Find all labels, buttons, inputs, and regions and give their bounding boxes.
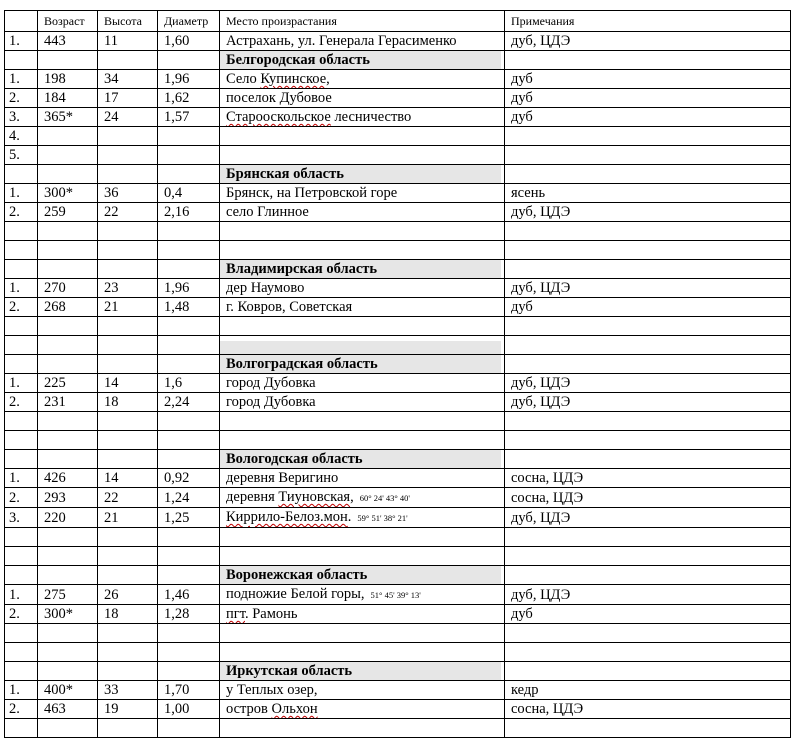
age-cell: [38, 146, 98, 165]
age-cell: 225: [38, 374, 98, 393]
age-cell: [38, 412, 98, 431]
age-cell: [38, 528, 98, 547]
notes-cell: сосна, ЦДЭ: [505, 488, 791, 508]
notes-cell: сосна, ЦДЭ: [505, 700, 791, 719]
num-cell: [5, 566, 38, 585]
place-cell: [220, 374, 505, 393]
diameter-cell: [158, 643, 220, 662]
notes-cell: дуб: [505, 108, 791, 127]
height-cell: 21: [98, 298, 158, 317]
notes-cell: [505, 51, 791, 70]
row-number: 3.: [5, 508, 38, 528]
header-notes: Примечания: [505, 11, 791, 32]
age-cell: [38, 624, 98, 643]
shading-band: [220, 341, 501, 354]
age-cell: [38, 241, 98, 260]
diameter-cell: 0,92: [158, 469, 220, 488]
notes-cell: ясень: [505, 184, 791, 203]
notes-cell: [505, 241, 791, 260]
notes-cell: [505, 317, 791, 336]
height-cell: [98, 241, 158, 260]
diameter-cell: [158, 412, 220, 431]
place-cell: [220, 624, 505, 643]
height-cell: 26: [98, 585, 158, 605]
blank-row: [5, 431, 791, 450]
diameter-cell: [158, 241, 220, 260]
blank-row: [5, 528, 791, 547]
row-number: 2.: [5, 203, 38, 222]
place-text: г. Ковров, Советская: [226, 299, 353, 315]
height-cell: 11: [98, 32, 158, 51]
trees-table: [4, 10, 791, 738]
age-cell: 275: [38, 585, 98, 605]
row-number: 2.: [5, 89, 38, 108]
diameter-cell: [158, 51, 220, 70]
row-number: 1.: [5, 585, 38, 605]
num-cell: [5, 165, 38, 184]
notes-cell: дуб: [505, 605, 791, 624]
age-cell: [38, 336, 98, 355]
height-cell: [98, 51, 158, 70]
place-text: остров Ольхон: [226, 701, 318, 717]
num-cell: [5, 643, 38, 662]
place-cell: [220, 547, 505, 566]
num-cell: [5, 336, 38, 355]
diameter-cell: [158, 127, 220, 146]
place-text: город Дубовка: [226, 394, 316, 410]
place-cell: [220, 528, 505, 547]
height-cell: [98, 450, 158, 469]
diameter-cell: 1,57: [158, 108, 220, 127]
place-cell: [220, 203, 505, 222]
region-title: Иркутская область: [220, 662, 501, 680]
row-number: 2.: [5, 298, 38, 317]
table-row: [5, 469, 791, 488]
notes-cell: дуб: [505, 298, 791, 317]
diameter-cell: [158, 260, 220, 279]
place-text: Брянск, на Петровской горе: [226, 185, 398, 201]
row-number: 1.: [5, 681, 38, 700]
age-cell: [38, 51, 98, 70]
table-row: [5, 298, 791, 317]
age-cell: 300*: [38, 605, 98, 624]
notes-cell: [505, 127, 791, 146]
table-row: [5, 488, 791, 508]
height-cell: 22: [98, 488, 158, 508]
row-number: 1.: [5, 279, 38, 298]
table-row: [5, 108, 791, 127]
blank-row: [5, 719, 791, 738]
diameter-cell: [158, 355, 220, 374]
notes-cell: дуб, ЦДЭ: [505, 32, 791, 51]
table-row: [5, 184, 791, 203]
notes-cell: [505, 450, 791, 469]
region-title: Брянская область: [220, 165, 501, 183]
diameter-cell: 1,62: [158, 89, 220, 108]
place-text: деревня Тиуновская,: [226, 489, 354, 505]
age-cell: [38, 317, 98, 336]
region-row: [5, 662, 791, 681]
region-row: [5, 566, 791, 585]
num-cell: [5, 450, 38, 469]
place-cell: [220, 605, 505, 624]
diameter-cell: [158, 222, 220, 241]
blank-row: [5, 241, 791, 260]
age-cell: [38, 719, 98, 738]
place-text: дер Наумово: [226, 280, 305, 296]
notes-cell: дуб: [505, 70, 791, 89]
notes-cell: дуб, ЦДЭ: [505, 585, 791, 605]
age-cell: 259: [38, 203, 98, 222]
height-cell: [98, 547, 158, 566]
blank-row: [5, 624, 791, 643]
notes-cell: [505, 260, 791, 279]
notes-cell: [505, 719, 791, 738]
table-row: [5, 585, 791, 605]
region-row: [5, 355, 791, 374]
age-cell: 231: [38, 393, 98, 412]
region-place-cell: [220, 51, 505, 70]
place-cell: [220, 298, 505, 317]
table-row: [5, 203, 791, 222]
region-title: Волгоградская область: [220, 355, 501, 373]
row-number: 1.: [5, 374, 38, 393]
height-cell: 17: [98, 89, 158, 108]
diameter-cell: 1,46: [158, 585, 220, 605]
place-cell: [220, 393, 505, 412]
place-cell: [220, 508, 505, 528]
region-title: Воронежская область: [220, 566, 501, 584]
region-place-cell: [220, 260, 505, 279]
age-cell: 198: [38, 70, 98, 89]
diameter-cell: 1,24: [158, 488, 220, 508]
diameter-cell: 1,00: [158, 700, 220, 719]
notes-cell: [505, 528, 791, 547]
region-title: Вологодская область: [220, 450, 501, 468]
age-cell: [38, 222, 98, 241]
place-cell: [220, 643, 505, 662]
age-cell: 463: [38, 700, 98, 719]
diameter-cell: 1,96: [158, 279, 220, 298]
num-cell: [5, 547, 38, 566]
region-row: [5, 51, 791, 70]
region-place-cell: [220, 662, 505, 681]
height-cell: 21: [98, 508, 158, 528]
place-cell: [220, 89, 505, 108]
height-cell: 34: [98, 70, 158, 89]
age-cell: 184: [38, 89, 98, 108]
height-cell: 33: [98, 681, 158, 700]
table-row: [5, 127, 791, 146]
coordinates: 59° 51' 38° 21': [357, 513, 408, 523]
num-cell: [5, 528, 38, 547]
place-cell: [220, 317, 505, 336]
num-cell: [5, 662, 38, 681]
num-cell: [5, 317, 38, 336]
notes-cell: дуб, ЦДЭ: [505, 508, 791, 528]
table-row: [5, 146, 791, 165]
blank-row: [5, 643, 791, 662]
height-cell: [98, 127, 158, 146]
row-number: 1.: [5, 32, 38, 51]
header-row: [5, 11, 791, 32]
num-cell: [5, 260, 38, 279]
notes-cell: [505, 624, 791, 643]
age-cell: [38, 165, 98, 184]
header-num: [5, 11, 38, 32]
num-cell: [5, 624, 38, 643]
place-cell: [220, 488, 505, 508]
diameter-cell: 1,96: [158, 70, 220, 89]
num-cell: [5, 719, 38, 738]
place-text: Село Купинское,: [226, 71, 330, 87]
place-text: село Глинное: [226, 204, 309, 220]
diameter-cell: 2,24: [158, 393, 220, 412]
height-cell: 23: [98, 279, 158, 298]
place-cell: [220, 222, 505, 241]
place-text: поселок Дубовое: [226, 90, 332, 106]
place-cell: [220, 70, 505, 89]
region-place-cell: [220, 450, 505, 469]
diameter-cell: [158, 547, 220, 566]
place-text: подножие Белой горы,: [226, 586, 365, 602]
diameter-cell: 1,6: [158, 374, 220, 393]
num-cell: [5, 355, 38, 374]
region-row: [5, 165, 791, 184]
height-cell: [98, 719, 158, 738]
age-cell: 400*: [38, 681, 98, 700]
notes-cell: [505, 547, 791, 566]
header-diameter: Диаметр: [158, 11, 220, 32]
height-cell: 14: [98, 469, 158, 488]
table-row: [5, 89, 791, 108]
age-cell: [38, 643, 98, 662]
place-cell: [220, 336, 505, 355]
diameter-cell: 1,70: [158, 681, 220, 700]
region-place-cell: [220, 355, 505, 374]
notes-cell: [505, 431, 791, 450]
notes-cell: [505, 336, 791, 355]
height-cell: [98, 260, 158, 279]
table-row: [5, 374, 791, 393]
age-cell: [38, 547, 98, 566]
age-cell: 270: [38, 279, 98, 298]
age-cell: 268: [38, 298, 98, 317]
age-cell: 300*: [38, 184, 98, 203]
row-number: 2.: [5, 700, 38, 719]
place-cell: [220, 241, 505, 260]
table-row: [5, 393, 791, 412]
blank-row: [5, 412, 791, 431]
height-cell: [98, 336, 158, 355]
row-number: 2.: [5, 605, 38, 624]
age-cell: 293: [38, 488, 98, 508]
notes-cell: [505, 146, 791, 165]
region-title: Белгородская область: [220, 51, 501, 69]
height-cell: [98, 528, 158, 547]
place-cell: [220, 469, 505, 488]
blank-row: [5, 336, 791, 355]
age-cell: [38, 450, 98, 469]
height-cell: 19: [98, 700, 158, 719]
table-row: [5, 279, 791, 298]
height-cell: [98, 566, 158, 585]
place-cell: [220, 279, 505, 298]
height-cell: 18: [98, 605, 158, 624]
notes-cell: дуб, ЦДЭ: [505, 279, 791, 298]
diameter-cell: [158, 317, 220, 336]
num-cell: [5, 412, 38, 431]
age-cell: 220: [38, 508, 98, 528]
diameter-cell: [158, 662, 220, 681]
header-age: Возраст: [38, 11, 98, 32]
place-cell: [220, 681, 505, 700]
height-cell: 22: [98, 203, 158, 222]
notes-cell: [505, 662, 791, 681]
region-place-cell: [220, 566, 505, 585]
notes-cell: дуб, ЦДЭ: [505, 393, 791, 412]
row-number: 1.: [5, 70, 38, 89]
row-number: 1.: [5, 469, 38, 488]
height-cell: [98, 624, 158, 643]
diameter-cell: 1,48: [158, 298, 220, 317]
notes-cell: [505, 566, 791, 585]
height-cell: 14: [98, 374, 158, 393]
height-cell: [98, 165, 158, 184]
height-cell: [98, 317, 158, 336]
place-cell: [220, 412, 505, 431]
height-cell: [98, 643, 158, 662]
diameter-cell: 1,60: [158, 32, 220, 51]
table-row: [5, 605, 791, 624]
region-place-cell: [220, 165, 505, 184]
age-cell: [38, 566, 98, 585]
row-number: 4.: [5, 127, 38, 146]
diameter-cell: [158, 450, 220, 469]
height-cell: [98, 412, 158, 431]
notes-cell: [505, 412, 791, 431]
height-cell: 36: [98, 184, 158, 203]
place-cell: [220, 719, 505, 738]
diameter-cell: [158, 566, 220, 585]
num-cell: [5, 51, 38, 70]
place-text: у Теплых озер,: [226, 682, 318, 698]
blank-row: [5, 222, 791, 241]
place-cell: [220, 146, 505, 165]
notes-cell: кедр: [505, 681, 791, 700]
num-cell: [5, 222, 38, 241]
table-row: [5, 681, 791, 700]
table-row: [5, 32, 791, 51]
age-cell: 365*: [38, 108, 98, 127]
height-cell: 24: [98, 108, 158, 127]
table-row: [5, 700, 791, 719]
notes-cell: дуб: [505, 89, 791, 108]
row-number: 3.: [5, 108, 38, 127]
place-text: пгт. Рамонь: [226, 606, 298, 622]
notes-cell: [505, 355, 791, 374]
place-cell: [220, 700, 505, 719]
notes-cell: дуб, ЦДЭ: [505, 203, 791, 222]
place-cell: [220, 585, 505, 605]
diameter-cell: 1,25: [158, 508, 220, 528]
notes-cell: [505, 222, 791, 241]
place-text: Астрахань, ул. Генерала Герасименко: [226, 33, 457, 49]
num-cell: [5, 431, 38, 450]
row-number: 1.: [5, 184, 38, 203]
blank-row: [5, 317, 791, 336]
notes-cell: сосна, ЦДЭ: [505, 469, 791, 488]
header-height: Высота: [98, 11, 158, 32]
diameter-cell: [158, 719, 220, 738]
height-cell: [98, 431, 158, 450]
age-cell: 426: [38, 469, 98, 488]
place-cell: [220, 127, 505, 146]
place-cell: [220, 184, 505, 203]
table-row: [5, 70, 791, 89]
diameter-cell: [158, 528, 220, 547]
age-cell: [38, 662, 98, 681]
header-place: Место произрастания: [220, 11, 505, 32]
place-text: Старооскольское лесничество: [226, 109, 412, 125]
notes-cell: [505, 643, 791, 662]
height-cell: 18: [98, 393, 158, 412]
row-number: 2.: [5, 393, 38, 412]
diameter-cell: 1,28: [158, 605, 220, 624]
row-number: 5.: [5, 146, 38, 165]
diameter-cell: [158, 165, 220, 184]
diameter-cell: [158, 431, 220, 450]
age-cell: [38, 127, 98, 146]
place-cell: [220, 431, 505, 450]
diameter-cell: 2,16: [158, 203, 220, 222]
coordinates: 60° 24' 43° 40': [359, 493, 410, 503]
height-cell: [98, 355, 158, 374]
diameter-cell: 0,4: [158, 184, 220, 203]
place-text: Киррило-Белоз.мон.: [226, 509, 352, 525]
coordinates: 51° 45' 39° 13': [370, 590, 421, 600]
age-cell: [38, 355, 98, 374]
num-cell: [5, 241, 38, 260]
row-number: 2.: [5, 488, 38, 508]
notes-cell: дуб, ЦДЭ: [505, 374, 791, 393]
age-cell: [38, 431, 98, 450]
blank-row: [5, 547, 791, 566]
diameter-cell: [158, 146, 220, 165]
height-cell: [98, 146, 158, 165]
place-text: город Дубовка: [226, 375, 316, 391]
place-cell: [220, 32, 505, 51]
height-cell: [98, 222, 158, 241]
place-cell: [220, 108, 505, 127]
region-title: Владимирская область: [220, 260, 501, 278]
region-row: [5, 450, 791, 469]
age-cell: [38, 260, 98, 279]
place-text: деревня Веригино: [226, 470, 339, 486]
diameter-cell: [158, 336, 220, 355]
notes-cell: [505, 165, 791, 184]
age-cell: 443: [38, 32, 98, 51]
diameter-cell: [158, 624, 220, 643]
height-cell: [98, 662, 158, 681]
region-row: [5, 260, 791, 279]
table-row: [5, 508, 791, 528]
